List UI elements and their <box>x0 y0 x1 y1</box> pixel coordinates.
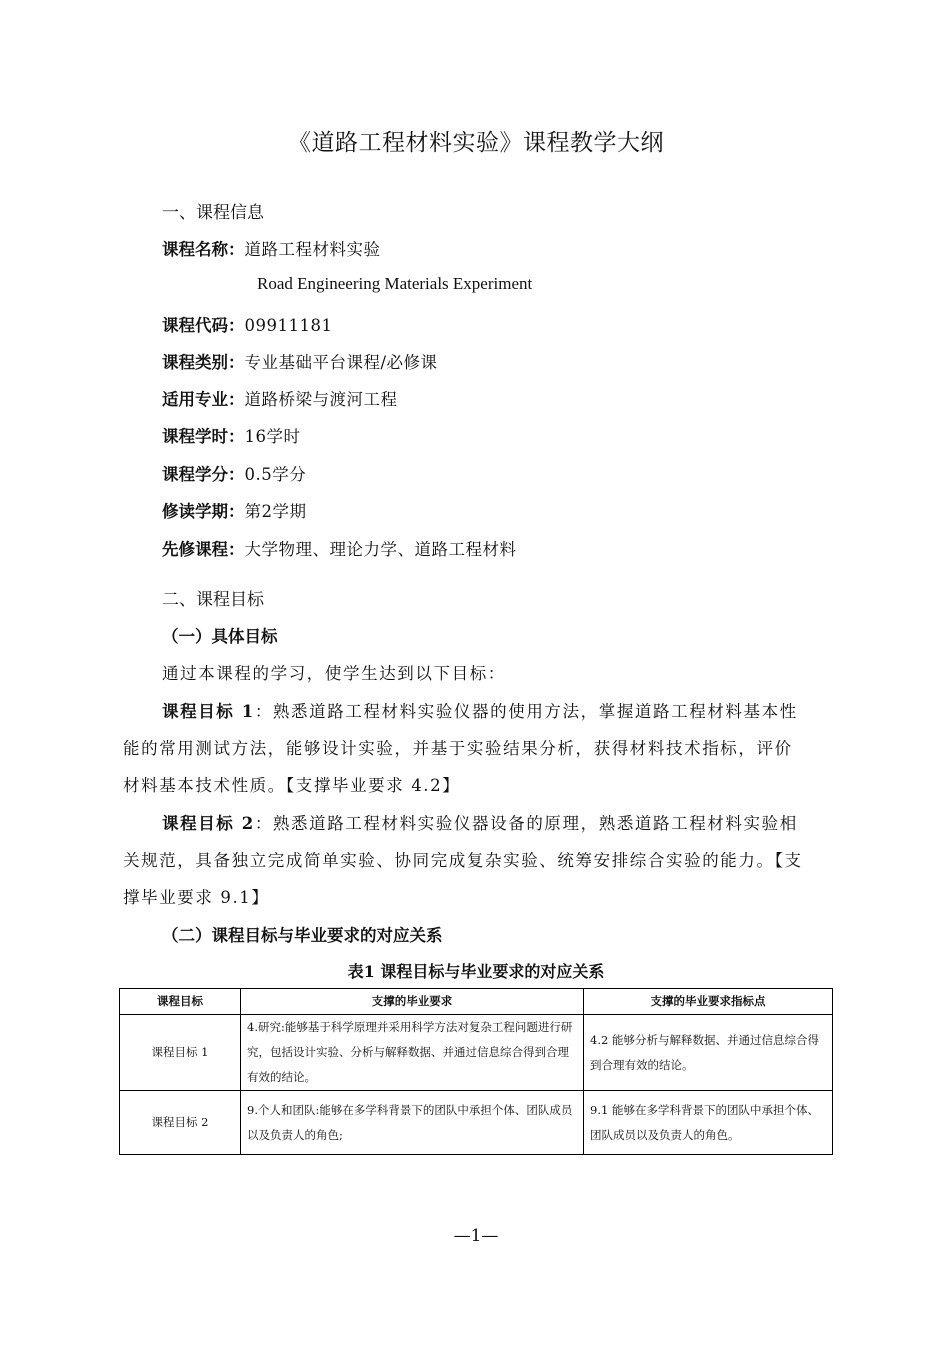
goal2-label: 课程目标 2 <box>162 814 255 833</box>
goal2-line2: 关规范，具备独立完成简单实验、协同完成复杂实验、统筹安排综合实验的能力。【支 <box>123 851 803 870</box>
hours-row <box>162 423 301 447</box>
course-code-row <box>162 312 332 336</box>
course-code-value: 09911181 <box>244 316 333 335</box>
header-goal: 课程目标 <box>120 989 241 1015</box>
major-label: 适用专业： <box>162 390 245 409</box>
goal1-text-1: ：熟悉道路工程材料实验仪器的使用方法，掌握道路工程材料基本性 <box>254 702 798 721</box>
row1-goal: 课程目标 1 <box>120 1015 241 1091</box>
credit-row <box>162 461 306 485</box>
table-header-row <box>120 989 833 1015</box>
prereq-label: 先修课程： <box>162 540 245 559</box>
major-row <box>162 386 398 410</box>
table-caption: 表1 课程目标与毕业要求的对应关系 <box>347 962 605 981</box>
course-type-value: 专业基础平台课程/必修课 <box>244 353 438 372</box>
row2-goal: 课程目标 2 <box>120 1091 241 1155</box>
goal2-line3: 撑毕业要求 9.1】 <box>123 888 270 907</box>
goals-intro: 通过本课程的学习，使学生达到以下目标： <box>162 664 506 683</box>
goal1-label: 课程目标 1 <box>162 702 255 721</box>
row2-indicator: 9.1 能够在多学科背景下的团队中承担个体、团队成员以及负责人的角色。 <box>584 1091 833 1155</box>
header-indicator: 支撑的毕业要求指标点 <box>584 989 833 1015</box>
subsection-goal-mapping: （二）课程目标与毕业要求的对应关系 <box>162 926 443 945</box>
subsection-specific-goals: （一）具体目标 <box>162 627 278 646</box>
credit-label: 课程学分： <box>162 465 245 484</box>
row1-requirement: 4.研究:能够基于科学原理并采用科学方法对复杂工程问题进行研究，包括设计实验、分析与解释数据、并通过信息综合得到合理有效的结论。 <box>241 1015 584 1091</box>
section-heading-course-info: 一、课程信息 <box>162 203 264 223</box>
section-heading-course-goals: 二、课程目标 <box>162 590 264 610</box>
credit-value: 0.5学分 <box>244 465 307 484</box>
course-name-row <box>162 236 381 260</box>
page-number: —1— <box>453 1226 499 1246</box>
course-type-row <box>162 349 438 373</box>
prereq-value: 大学物理、理论力学、道路工程材料 <box>244 540 517 559</box>
term-label: 修读学期： <box>162 502 245 521</box>
major-value: 道路桥梁与渡河工程 <box>244 390 398 409</box>
table-row <box>120 1091 833 1155</box>
goal1-line1 <box>162 698 798 722</box>
goal1-line2: 能的常用测试方法，能够设计实验，并基于实验结果分析，获得材料技术指标，评价 <box>123 739 793 758</box>
table-row <box>120 1015 833 1091</box>
prereq-row <box>162 536 517 560</box>
header-requirement: 支撑的毕业要求 <box>241 989 584 1015</box>
course-name-label: 课程名称： <box>162 240 245 259</box>
goal2-line1 <box>162 810 798 834</box>
course-name-english: Road Engineering Materials Experiment <box>257 274 533 293</box>
goal1-line3: 材料基本技术性质。【支撑毕业要求 4.2】 <box>123 776 461 795</box>
course-name-value: 道路工程材料实验 <box>244 240 381 259</box>
term-row <box>162 498 307 522</box>
hours-value: 16学时 <box>244 427 301 446</box>
goal-requirement-table <box>119 988 833 1155</box>
term-value: 第2学期 <box>244 502 307 521</box>
course-code-label: 课程代码： <box>162 316 245 335</box>
course-type-label: 课程类别： <box>162 353 245 372</box>
row1-indicator: 4.2 能够分析与解释数据、并通过信息综合得到合理有效的结论。 <box>584 1015 833 1091</box>
hours-label: 课程学时： <box>162 427 245 446</box>
document-title: 《道路工程材料实验》课程教学大纲 <box>288 130 664 156</box>
row2-requirement: 9.个人和团队:能够在多学科背景下的团队中承担个体、团队成员以及负责人的角色; <box>241 1091 584 1155</box>
goal2-text-1: ：熟悉道路工程材料实验仪器设备的原理，熟悉道路工程材料实验相 <box>254 814 798 833</box>
